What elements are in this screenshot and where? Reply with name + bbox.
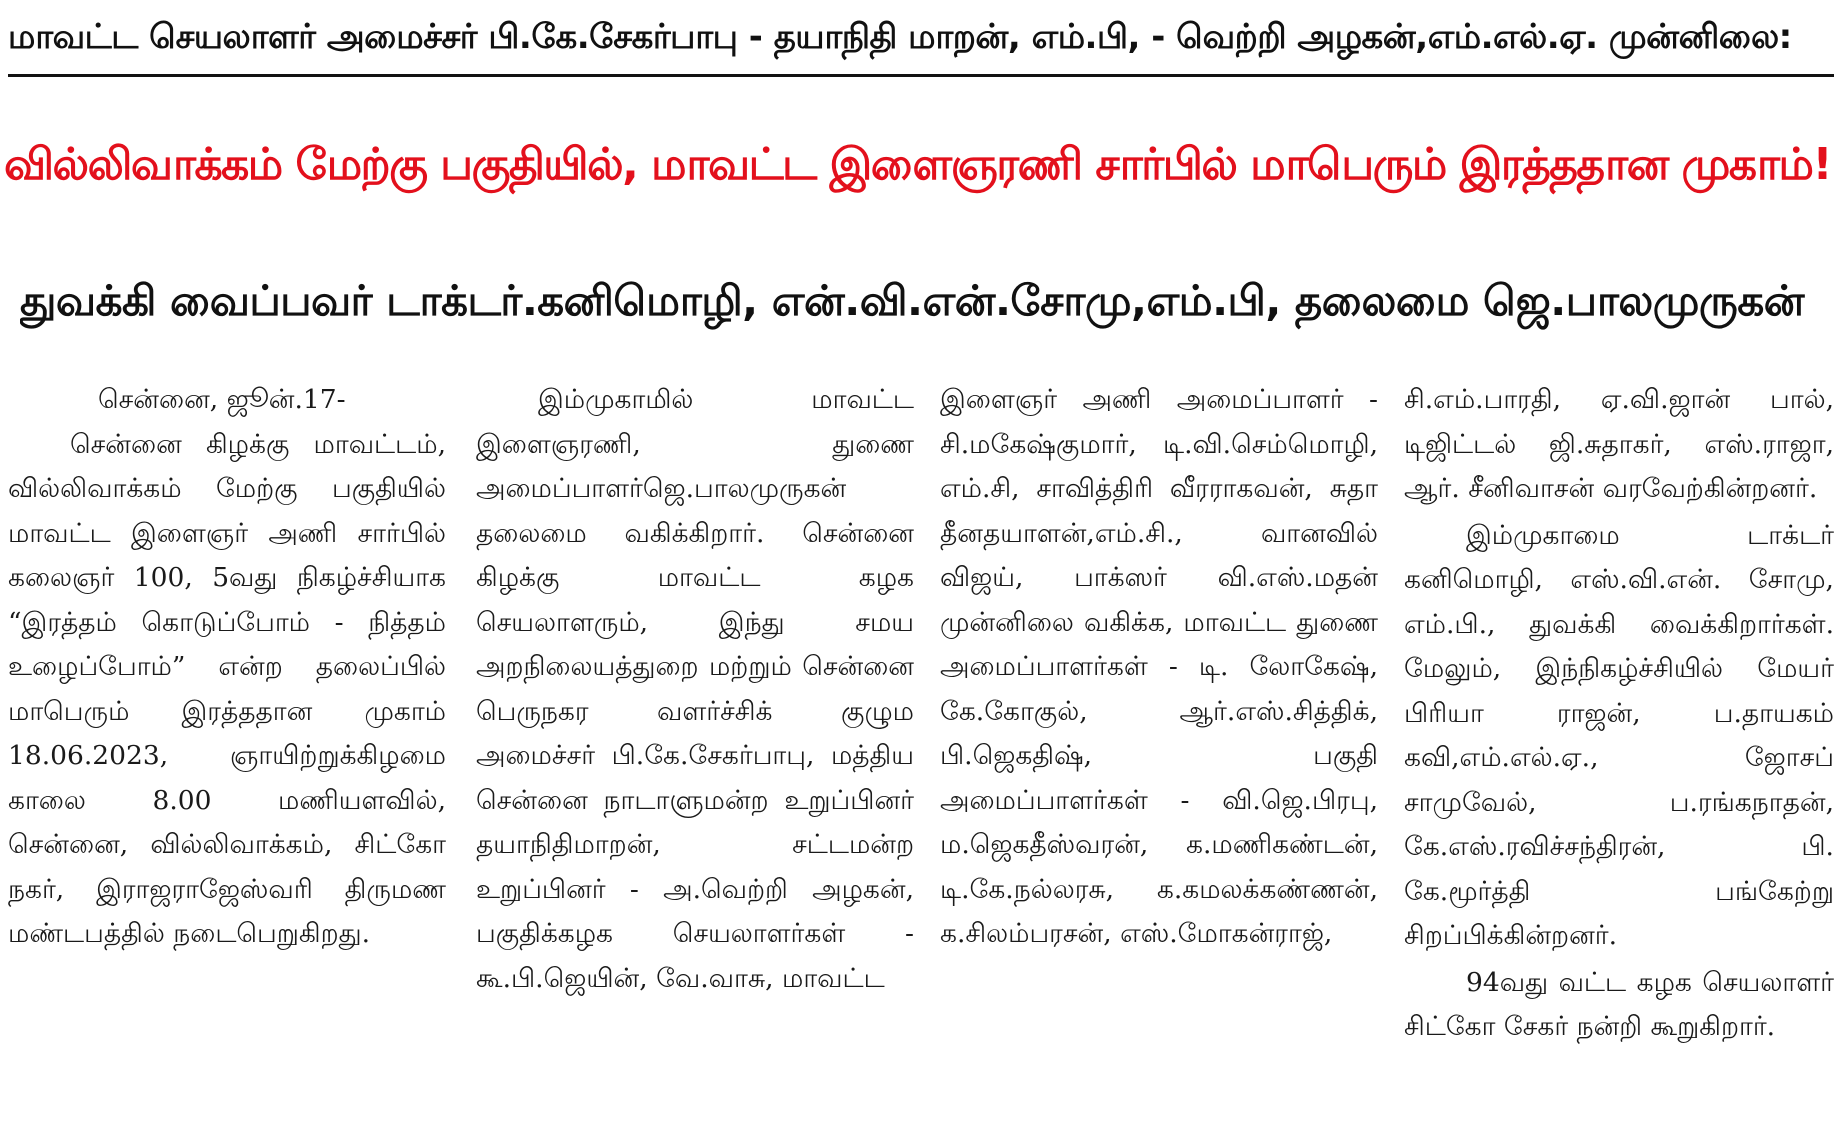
subheadline: துவக்கி வைப்பவர் டாக்டர்.கனிமொழி, என்.வி.என்.சோமு,எம்.பி, தலைமை ஜெ.பாலமுருகன் — [20, 276, 1804, 325]
article-paragraph: 94வது வட்ட கழக செயலாளர் சிட்கோ சேகர் நன்றி கூறுகிறார். — [1404, 966, 1834, 1042]
header-rule — [8, 74, 1834, 77]
article-column-1 — [8, 378, 446, 1136]
dateline: சென்னை, ஜூன்.17- — [98, 384, 346, 415]
article-paragraph: இம்முகாமை டாக்டர் கனிமொழி, எஸ்.வி.என். சோமு, எம்.பி., துவக்கி வைக்கிறார்கள். மேலும், இந்நிகழ்ச்சியில் மேயர் பிரியா ராஜன், ப.தாயகம் கவி,எம்.எல்.ஏ., ஜோசப் சாமுவேல், ப.ரங்கநாதன், கே.எஸ்.ரவிச்சந்திரன், பி. கே.மூர்த்தி பங்கேற்று சிறப்பிக்கின்றனர். — [1404, 519, 1834, 951]
article-paragraph: சி.எம்.பாரதி, ஏ.வி.ஜான் பால், டிஜிட்டல் ஜி.சுதாகர், எஸ்.ராஜா, ஆர். சீனிவாசன் வரவேற்கின்றனர். — [1404, 384, 1834, 504]
kicker-line: மாவட்ட செயலாளர் அமைச்சர் பி.கே.சேகர்பாபு - தயாநிதி மாறன், எம்.பி, - வெற்றி அழகன்,எம்.எல்.ஏ. முன்னிலை: — [8, 17, 1792, 57]
article-paragraph: சென்னை கிழக்கு மாவட்டம், வில்லிவாக்கம் மேற்கு பகுதியில் மாவட்ட இளைஞர் அணி சார்பில் கலைஞர் 100, 5வது நிகழ்ச்சியாக “இரத்தம் கொடுப்போம் - நித்தம் உழைப்போம்” என்ற தலைப்பில் மாபெரும் இரத்ததான முகாம் 18.06.2023, ஞாயிற்றுக்கிழமை காலை 8.00 மணியளவில், சென்னை, வில்லிவாக்கம், சிட்கோ நகர், இராஜராஜேஸ்வரி திருமண மண்டபத்தில் நடைபெறுகிறது. — [8, 428, 446, 949]
article-column-4 — [1404, 378, 1834, 1136]
article-column-2 — [476, 378, 914, 1136]
article-paragraph: இம்முகாமில் மாவட்ட இளைஞரணி, துணை அமைப்பாளர்ஜெ.பாலமுருகன் தலைமை வகிக்கிறார். சென்னை கிழக்கு மாவட்ட கழக செயலாளரும், இந்து சமய அறநிலையத்துறை மற்றும் சென்னை பெருநகர வளர்ச்சிக் குழும அமைச்சர் பி.கே.சேகர்பாபு, மத்திய சென்னை நாடாளுமன்ற உறுப்பினர் தயாநிதிமாறன், சட்டமன்ற உறுப்பினர் - அ.வெற்றி அழகன், பகுதிக்கழக செயலாளர்கள் - கூ.பி.ஜெயின், வே.வாசு, மாவட்ட — [476, 384, 914, 994]
article-column-3 — [940, 378, 1378, 1136]
headline: வில்லிவாக்கம் மேற்கு பகுதியில், மாவட்ட இளைஞரணி சார்பில் மாபெரும் இரத்ததான முகாம்! — [4, 139, 1832, 190]
article-paragraph: இளைஞர் அணி அமைப்பாளர் - சி.மகேஷ்குமார், டி.வி.செம்மொழி, எம்.சி, சாவித்திரி வீரராகவன், சுதா தீனதயாளன்,எம்.சி., வானவில் விஜய், பாக்ஸர் வி.எஸ்.மதன் முன்னிலை வகிக்க, மாவட்ட துணை அமைப்பாளர்கள் - டி. லோகேஷ், கே.கோகுல், ஆர்.எஸ்.சித்திக், பி.ஜெகதிஷ், பகுதி அமைப்பாளர்கள் - வி.ஜெ.பிரபு, ம.ஜெகதீஸ்வரன், க.மணிகண்டன், டி.கே.நல்லரசு, க.கமலக்கண்ணன், க.சிலம்பரசன், எஸ்.மோகன்ராஜ், — [940, 384, 1378, 949]
